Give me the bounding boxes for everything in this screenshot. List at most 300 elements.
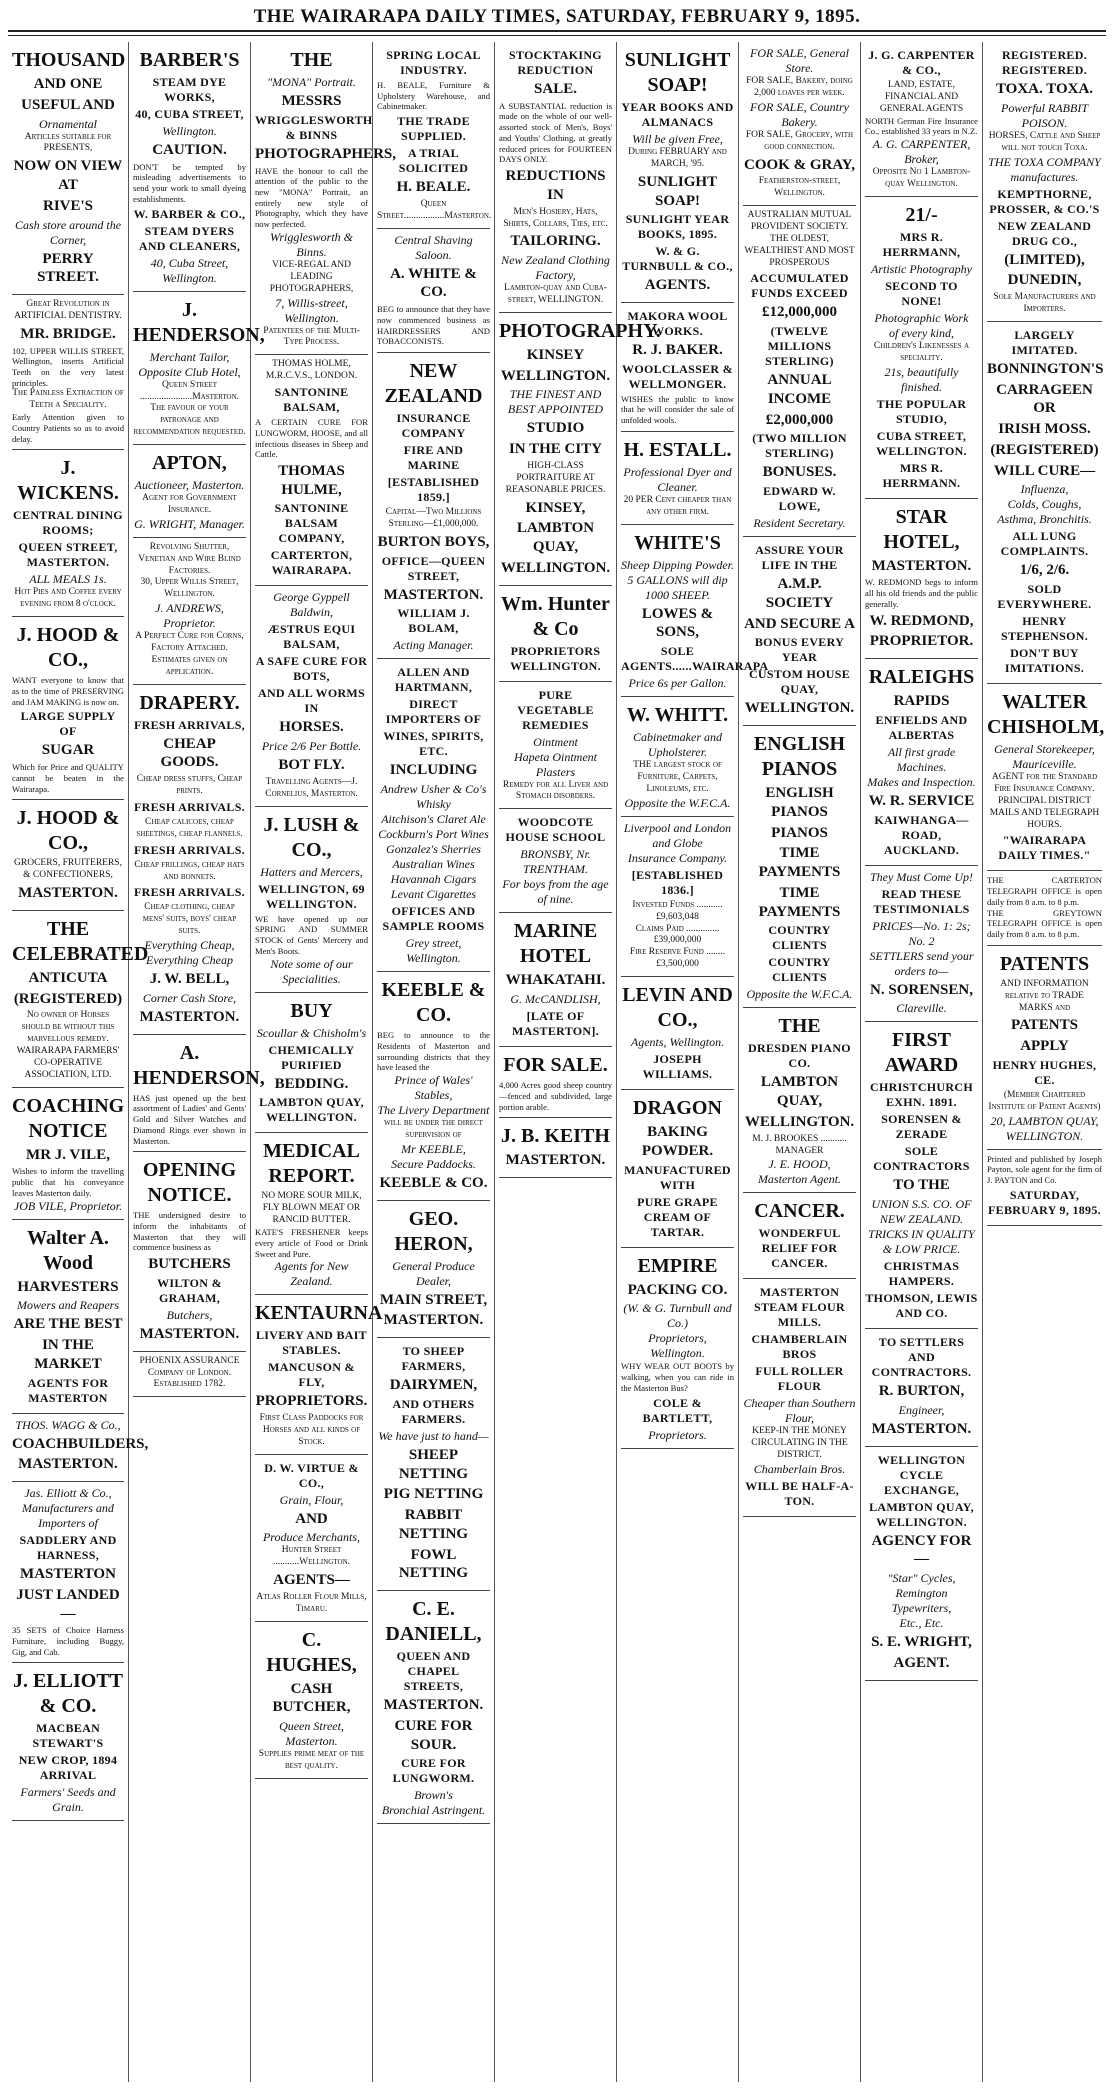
ad-line: Will be given Free, xyxy=(632,132,723,146)
ad-line: THE FINEST AND BEST APPOINTED xyxy=(507,387,604,417)
ad-line: 21/- xyxy=(905,203,938,226)
ad-line: A. HENDERSON, xyxy=(133,1041,265,1089)
ad-line: SOLD EVERYWHERE. xyxy=(997,582,1092,611)
ad-line: WALTER CHISHOLM, xyxy=(987,691,1105,738)
ad-line: ANNUAL INCOME xyxy=(767,372,832,407)
ad-line: Clareville. xyxy=(896,1001,947,1016)
advertisement xyxy=(499,809,612,913)
ad-line: Jas. Elliott & Co., xyxy=(24,1486,112,1500)
ad-line: COUNTRY CLIENTS xyxy=(768,923,831,953)
advertisement xyxy=(377,353,490,659)
advertisement xyxy=(12,1414,149,1483)
ad-line: INCLUDING xyxy=(389,762,478,779)
ad-line: We have just to hand— xyxy=(378,1428,489,1443)
advertisement xyxy=(377,1201,490,1339)
ad-line: Mauriceville. xyxy=(1012,757,1077,771)
ad-line: A TRIAL SOLICITED xyxy=(398,146,469,176)
ad-line: Butchers, xyxy=(166,1307,213,1322)
ad-line: CHRISTMAS HAMPERS. xyxy=(883,1259,960,1289)
ad-line: APTON, xyxy=(152,452,227,475)
ad-line: WHY WEAR OUT BOOTS by walking, when you can ride in the Masterton Bus? xyxy=(621,1361,734,1393)
ad-line: LEVIN AND CO., xyxy=(622,984,733,1032)
advertisement xyxy=(12,617,124,800)
ad-line: CASH BUTCHER, xyxy=(272,1680,351,1716)
ad-line: 30, Upper Willis Street, Wellington. xyxy=(140,577,239,600)
ad-line: Secure Paddocks. xyxy=(391,1156,476,1171)
ad-line: PURE GRAPE CREAM OF TARTAR. xyxy=(637,1194,718,1239)
ad-line: BRONSBY, Nr. TRENTHAM. xyxy=(520,847,591,877)
advertisement xyxy=(133,1352,246,1398)
ad-line: KEEBLE & CO. xyxy=(379,1174,488,1191)
ad-line: Mowers and Reapers xyxy=(17,1298,119,1313)
ad-line: R. BURTON, xyxy=(878,1383,965,1400)
ad-line: MR J. VILE, xyxy=(26,1146,110,1163)
advertisement xyxy=(133,42,246,292)
ad-line: Influenza, xyxy=(1020,482,1069,497)
ad-line: 40, CUBA STREET, xyxy=(135,107,244,121)
ad-line: "WAIRARAPA DAILY TIMES." xyxy=(998,833,1091,863)
ad-line: KEMPTHORNE, PROSSER, & CO.'S xyxy=(989,186,1100,216)
ad-line: BUTCHERS xyxy=(148,1256,231,1273)
ad-line: Ornamental xyxy=(39,116,97,131)
ad-line: VICE-REGAL AND LEADING PHOTOGRAPHERS, xyxy=(269,259,354,294)
ad-line: JUST LANDED— xyxy=(16,1586,120,1622)
advertisement xyxy=(499,1118,612,1178)
ad-line: Prince of Wales' Stables, xyxy=(394,1073,473,1103)
advertisement xyxy=(499,682,612,810)
ad-line: TO THE xyxy=(893,1177,950,1194)
ad-line: Scoullar & Chisholm's xyxy=(256,1025,367,1040)
advertisement xyxy=(743,1279,856,1517)
ad-line: Insurance Company. xyxy=(627,850,728,865)
advertisement xyxy=(255,993,368,1134)
advertisement xyxy=(377,229,490,353)
ad-line: WRIGGLESWORTH & BINNS xyxy=(255,112,373,142)
ad-line: BOT FLY. xyxy=(278,757,345,774)
ad-line: PROPRIETORS. xyxy=(255,1393,368,1410)
advertisement xyxy=(377,1338,490,1591)
ad-line: READ THESE TESTIMONIALS xyxy=(873,886,970,916)
ad-line: NEW ZEALAND xyxy=(384,360,483,408)
ad-line: During FEBRUARY and MARCH, '95. xyxy=(628,147,727,169)
ad-line: New Zealand Clothing Factory, xyxy=(501,253,610,283)
ad-line: MASTERTON. xyxy=(383,1312,484,1329)
ad-line: Engineer, xyxy=(898,1402,945,1417)
ad-line: SORENSEN & ZERADE xyxy=(881,1112,962,1142)
ad-line: ENGLISH PIANOS xyxy=(765,785,834,820)
ad-line: COUNTRY CLIENTS xyxy=(768,955,831,985)
ad-line: CUBA STREET, WELLINGTON. xyxy=(876,428,967,458)
advertisement xyxy=(12,1088,124,1220)
ad-line: J. ELLIOTT & CO. xyxy=(12,1670,124,1718)
ad-line: THOS. WAGG & Co., xyxy=(15,1417,121,1432)
ad-line: J. HOOD & CO., xyxy=(16,624,120,672)
ad-line: WELLINGTON. xyxy=(500,367,611,384)
ad-line: AND ONE xyxy=(33,76,103,92)
ad-line: Queen Street.................Masterton. xyxy=(377,198,492,221)
ad-line: ACCUMULATED FUNDS EXCEED xyxy=(750,271,849,301)
advertisement xyxy=(377,972,490,1200)
ad-line: FRESH ARRIVALS. xyxy=(134,799,245,814)
advertisement xyxy=(255,355,368,586)
ad-line: PRINCIPAL DISTRICT MAILS AND TELEGRAPH HOURS. xyxy=(989,795,1100,830)
ad-line: AGENTS— xyxy=(273,1572,350,1589)
ad-line: Travelling Agents—J. Cornelius, Masterton. xyxy=(265,776,358,799)
ad-line: FRESH ARRIVALS, xyxy=(134,717,245,732)
ad-line: Price 6s per Gallon. xyxy=(628,676,727,691)
masthead-rule-thin xyxy=(8,35,1106,36)
ad-line: 4,000 Acres good sheep country—fenced and subdivided, large portion arable. xyxy=(499,1080,612,1112)
ad-line: BARBER'S xyxy=(139,49,240,71)
ad-line: APPLY xyxy=(1020,1038,1069,1055)
ad-line: Andrew Usher & Co's Whisky xyxy=(380,782,487,812)
ad-line: Fire Reserve Fund ........ £3,500,000 xyxy=(629,947,726,970)
ad-line: AND OTHERS FARMERS. xyxy=(392,1396,475,1426)
ad-line: W. WHITT. xyxy=(626,704,729,727)
ad-line: WE have opened up our SPRING AND SUMMER STOCK of Gents' Mercery and Men's Boots. xyxy=(255,913,368,956)
ad-line: Patentees of the Multi-Type Process. xyxy=(263,325,360,348)
ad-line: All first grade Machines. xyxy=(887,744,956,774)
ad-line: J. HENDERSON, xyxy=(133,298,265,346)
ad-line: Cheap dress stuffs, Cheap prints. xyxy=(136,774,243,797)
ad-line: COACHING NOTICE xyxy=(12,1094,125,1142)
ad-line: MR. BRIDGE. xyxy=(20,325,116,342)
ad-line: Price 2/6 Per Bottle. xyxy=(261,739,362,754)
ad-line: SALE. xyxy=(534,81,577,97)
advertisement xyxy=(743,42,856,206)
ad-line: THOMAS HOLME, M.R.C.V.S., LONDON. xyxy=(265,359,358,382)
advertisement xyxy=(865,1329,978,1447)
advertisement xyxy=(987,946,1102,1150)
ad-line: Claims Paid .............. £39,000,000 xyxy=(635,923,720,946)
advertisement xyxy=(621,1248,734,1449)
ad-line: J. B. KEITH xyxy=(501,1125,610,1148)
ad-line: BONUS EVERY YEAR xyxy=(754,635,845,665)
ad-line: FIRE AND MARINE xyxy=(403,443,464,473)
ad-line: Articles suitable for PRESENTS, xyxy=(24,131,112,154)
column-4 xyxy=(373,42,495,2082)
ad-line: of every kind, xyxy=(889,325,954,340)
ad-line: Havannah Cigars xyxy=(390,872,477,887)
ad-line: 20 PER Cent cheaper than any other firm. xyxy=(623,494,732,517)
ad-line: (Member Chartered Institute of Patent Agents) xyxy=(988,1089,1101,1112)
ad-line: W. & G. TURNBULL & CO., xyxy=(622,244,733,274)
ad-line: RIVE'S xyxy=(42,197,94,214)
column-6 xyxy=(617,42,769,2082)
advertisement xyxy=(987,322,1102,684)
ad-line: SOLE CONTRACTORS xyxy=(873,1144,970,1174)
advertisement xyxy=(499,42,612,313)
ad-line: J. E. HOOD, Masterton Agent. xyxy=(757,1157,842,1187)
ad-line: HENRY STEPHENSON. xyxy=(1001,614,1088,643)
ad-line: EDWARD W. LOWE, xyxy=(763,484,836,514)
ad-line: LAMBTON QUAY, xyxy=(516,520,595,556)
ad-line: DRAGON xyxy=(633,1097,722,1120)
ad-line: WELLINGTON, 69 WELLINGTON. xyxy=(258,881,365,911)
ad-line: LAND, ESTATE, FINANCIAL AND GENERAL AGENTS xyxy=(879,80,964,114)
ad-line: Levant Cigarettes xyxy=(390,887,477,902)
ad-line: DAIRYMEN, xyxy=(389,1377,478,1394)
ad-line: AND INFORMATION relative to TRADE MARKS and xyxy=(1000,978,1089,1013)
ad-line: A Perfect Cure for Corns, Factory Attached. xyxy=(135,631,244,654)
ad-line: YEAR BOOKS AND ALMANACS xyxy=(621,100,734,129)
ad-line: Bronchial Astringent. xyxy=(381,1803,486,1818)
ad-line: A.M.P. SOCIETY xyxy=(765,576,834,611)
ad-line: MACBEAN STEWART'S xyxy=(32,1721,104,1751)
ad-line: SANTONINE BALSAM, xyxy=(274,385,349,415)
advertisement xyxy=(865,499,978,659)
ad-line: WILL CURE— xyxy=(993,462,1096,479)
ad-line: [ESTABLISHED 1836.] xyxy=(631,867,724,897)
ad-line: LARGELY IMITATED. xyxy=(1011,327,1078,357)
ad-line: 40, Cuba Street, Wellington. xyxy=(150,255,229,285)
ad-line: (LIMITED), xyxy=(1004,251,1085,268)
ad-line: ÆSTRUS EQUI BALSAM, xyxy=(267,622,356,652)
ad-line: Agent for Government Insurance. xyxy=(142,493,237,515)
ad-line: NOW ON VIEW AT xyxy=(13,158,123,193)
ad-line: AGENTS. xyxy=(644,277,711,294)
ad-line: PROPRIETOR. xyxy=(869,633,974,650)
ad-line: DON'T be tempted by misleading advertisements to send your work to small dyeing establishments. xyxy=(133,161,246,204)
ad-line: KATE'S FRESHENER keeps every article of Food or Drink Sweet and Pure. xyxy=(255,1227,368,1259)
ad-line: Opposite Club Hotel, xyxy=(138,364,241,379)
ad-line: PATENTS xyxy=(999,952,1090,975)
ad-line: S. E. WRIGHT, xyxy=(871,1634,972,1651)
ad-line: THE CELEBRATED xyxy=(12,917,149,965)
advertisement xyxy=(621,1090,734,1248)
ad-line: KENTAURNA xyxy=(255,1302,383,1325)
column-2 xyxy=(129,42,265,2082)
ad-line: Atlas Roller Flour Mills, Timaru. xyxy=(256,1591,367,1614)
ad-line: HAS just opened up the best assortment of Ladies' and Gents' Gold and Silver Watches and Diamond Rings ever shown in Masterton. xyxy=(133,1092,246,1146)
ad-line: Hot Pies and Coffee every evening from 8 o'clock. xyxy=(14,587,122,610)
ad-line: Wm. Hunter & Co xyxy=(501,592,610,640)
masthead xyxy=(0,0,1114,30)
column-5 xyxy=(495,42,661,2082)
ad-line: BUY xyxy=(290,999,333,1022)
ad-line: WHITE'S xyxy=(634,531,721,554)
ad-line: Cheap clothing, cheap mens' suits, boys' cheap suits. xyxy=(142,902,237,937)
ad-line: STUDIO xyxy=(526,420,585,437)
advertisement xyxy=(865,1447,978,1681)
ad-line: CHEMICALLY PURIFIED xyxy=(268,1042,355,1072)
advertisement xyxy=(12,911,149,1088)
ad-line: BEDDING. xyxy=(274,1075,349,1092)
advertisement xyxy=(499,1047,612,1118)
ad-line: Hunter Street ...........Wellington. xyxy=(273,1545,350,1568)
ad-line: THE xyxy=(778,1015,821,1038)
advertisement xyxy=(743,537,856,726)
ad-line: 21s, beautifully finished. xyxy=(884,364,959,394)
ad-line: Invested Funds ........... £9,603,048 xyxy=(632,899,723,922)
advertisement xyxy=(255,1133,368,1295)
ad-line: 102, UPPER WILLIS STREET, Wellington, inserts Artificial Teeth on the very latest principles. xyxy=(12,345,124,388)
ad-line: PRICES—No. 1: 2s; No. 2 xyxy=(872,918,971,948)
ad-line: Asthma, Bronchitis. xyxy=(997,512,1092,527)
ad-line: LARGE SUPPLY OF xyxy=(20,709,116,739)
ad-line: FRESH ARRIVALS. xyxy=(134,885,245,900)
ad-line: (TWO MILLION STERLING) xyxy=(752,431,847,461)
ad-line: Lambton-quay and Cuba-street, WELLINGTON. xyxy=(504,283,607,306)
advertisement xyxy=(12,1663,124,1821)
ad-line: Grain, Flour, xyxy=(279,1492,344,1507)
ad-line: Grey street, Wellington. xyxy=(405,936,462,966)
ad-line: M. J. BROOKES ........... MANAGER xyxy=(752,1133,847,1156)
ad-line: WILTON & GRAHAM, xyxy=(157,1275,222,1305)
ad-line: TIME PAYMENTS xyxy=(758,884,841,920)
ad-line: ANTICUTA xyxy=(28,969,108,986)
advertisement xyxy=(621,977,734,1090)
ad-line: DON'T BUY IMITATIONS. xyxy=(1004,646,1085,675)
ad-line: MAKORA WOOL WORKS. xyxy=(627,309,728,338)
ad-line: A SAFE CURE FOR BOTS, xyxy=(255,654,368,684)
ad-line: WELLINGTON. xyxy=(744,700,855,717)
ad-line: IN THE CITY xyxy=(508,441,603,458)
ad-line: AND ALL WORMS IN xyxy=(257,686,366,716)
ad-line: HAVE the honour to call the attention of the public to the new "MONA" Portrait, an entirely new style of Photography, which they have now perfected. xyxy=(255,165,368,230)
ad-line: SUNLIGHT SOAP! xyxy=(624,49,731,96)
ad-line: BEG to announce that they have now commenced business as HAIRDRESSERS AND TOBACCONISTS. xyxy=(377,304,490,347)
ad-line: ENFIELDS AND ALBERTAS xyxy=(875,712,968,742)
ad-line: (REGISTERED) xyxy=(13,990,123,1007)
ad-line: Merchant Tailor, xyxy=(149,349,230,364)
ad-line: THE largest stock of Furniture, Carpets, Linoleums, etc. xyxy=(633,760,722,794)
ad-line: LAMBTON QUAY, xyxy=(760,1074,839,1110)
ad-line: CURE FOR LUNGWORM. xyxy=(392,1756,475,1786)
ad-line: Which for Price and QUALITY cannot be beaten in the Wairarapa. xyxy=(12,762,124,794)
ad-line: MESSRS xyxy=(281,93,342,109)
ad-line: MANCUSON & FLY, xyxy=(268,1360,355,1390)
ad-line: STEAM DYE WORKS, xyxy=(152,75,227,104)
ad-line: SHEEP NETTING xyxy=(398,1446,469,1482)
ad-line: Chamberlain Bros. xyxy=(753,1462,846,1476)
ad-line: BEG to announce to the Residents of Masterton and surrounding districts that they have leased the xyxy=(377,1030,490,1073)
advertisement xyxy=(865,866,978,1023)
ad-line: Photographic Work xyxy=(874,310,969,325)
ad-line: MASTERTON. xyxy=(18,885,118,902)
ad-line: FOR SALE, Country Bakery. xyxy=(750,99,849,129)
ad-line: AUSTRALIAN MUTUAL PROVIDENT SOCIETY. xyxy=(747,210,852,232)
ad-line: R. J. BAKER. xyxy=(632,342,723,358)
ad-line: PIANOS xyxy=(771,824,828,841)
ad-line: Professional Dyer and Cleaner. xyxy=(623,464,732,494)
ad-line: KEEBLE & CO. xyxy=(381,979,486,1027)
ad-line: MASTERTON xyxy=(20,1566,116,1582)
ad-line: HENRY HUGHES, CE. xyxy=(992,1057,1097,1087)
ad-line: The Livery Department xyxy=(377,1103,490,1118)
ad-line: MASTERTON. xyxy=(139,1325,240,1342)
ad-line: WONDERFUL RELIEF FOR CANCER. xyxy=(758,1226,841,1271)
ad-line: SANTONINE BALSAM COMPANY, xyxy=(274,501,349,546)
ad-line: SETTLERS send your orders to— xyxy=(869,948,974,978)
ad-line: Agents, Wellington. xyxy=(630,1035,725,1050)
ad-line: Cash store around the Corner, xyxy=(14,217,122,247)
ad-line: 20, LAMBTON QUAY, WELLINGTON. xyxy=(990,1113,1099,1143)
ad-line: THOMSON, LEWIS AND CO. xyxy=(865,1291,978,1321)
ad-line: AGENTS FOR MASTERTON xyxy=(27,1375,109,1405)
ad-line: G. McCANDLISH, xyxy=(510,992,601,1007)
ad-line: QUEEN STREET, MASTERTON. xyxy=(18,540,118,570)
ad-line: Artistic Photography xyxy=(871,261,972,276)
ad-line: Wellington. xyxy=(162,124,217,138)
ad-line: Mr KEEBLE, xyxy=(401,1141,466,1156)
advertisement xyxy=(12,1220,124,1414)
advertisement xyxy=(255,1295,383,1454)
ad-line: CHRISTCHURCH EXHN. 1891. xyxy=(870,1080,973,1110)
column-3 xyxy=(251,42,396,2082)
ad-line: LAMBTON QUAY, WELLINGTON. xyxy=(259,1095,364,1125)
advertisement xyxy=(255,807,368,993)
advertisement xyxy=(621,697,734,817)
newspaper-title: THE WAIRARAPA DAILY TIMES, SATURDAY, FEBRUARY 9, 1895. xyxy=(253,6,861,27)
ad-line: PERRY STREET. xyxy=(37,250,99,286)
advertisement xyxy=(377,42,490,229)
advertisement xyxy=(133,685,246,1035)
ad-line: LAMBTON QUAY, WELLINGTON. xyxy=(869,1499,974,1529)
ad-line: GEO. HERON, xyxy=(394,1207,473,1255)
ad-line: MASTERTON. xyxy=(383,586,484,603)
column-8 xyxy=(861,42,983,2082)
ad-line: ENGLISH PIANOS xyxy=(753,733,846,781)
advertisement xyxy=(621,42,734,303)
ad-line: Sheep Dipping Powder. xyxy=(621,557,734,572)
ad-line: Australian Wines xyxy=(392,857,475,872)
ad-line: Brown's xyxy=(414,1788,453,1803)
ad-line: WISHES the public to know that he will consider the sale of unfolded wools. xyxy=(621,393,734,426)
ad-line: Opposite No 1 Lambton-quay Wellington. xyxy=(872,167,971,189)
ad-line: AND xyxy=(295,1510,328,1527)
ad-line: MASTERTON. xyxy=(505,1152,606,1169)
ad-line: Colds, Coughs, xyxy=(1007,497,1082,512)
ad-line: Gonzalez's Sherries xyxy=(386,842,481,857)
ad-line: £2,000,000 xyxy=(765,411,834,428)
ad-line: MAIN STREET, xyxy=(379,1291,488,1308)
advertisement xyxy=(499,913,612,1047)
ad-line: [LATE OF MASTERTON]. xyxy=(511,1009,599,1039)
ad-line: NEW CROP, 1894 ARRIVAL xyxy=(18,1753,118,1783)
advertisement-columns xyxy=(8,42,1106,2082)
ad-line: [ESTABLISHED 1859.] xyxy=(387,475,480,505)
ad-line: J. W. BELL, xyxy=(149,971,230,988)
ad-line: EMPIRE xyxy=(637,1254,718,1277)
ad-line: Estimates given on application. xyxy=(151,654,228,677)
ad-line: J. WICKENS. xyxy=(17,457,119,505)
ad-line: Powerful RABBIT POISON. xyxy=(1001,100,1088,130)
ad-line: Revolving Shutter, Venetian and Wire Blind Factories. xyxy=(138,541,241,576)
advertisement xyxy=(133,445,246,538)
advertisement xyxy=(133,1035,265,1153)
ad-line: WINES, SPIRITS, ETC. xyxy=(383,729,484,759)
ad-line: CAUTION. xyxy=(152,142,227,158)
ad-line: COOK & GRAY, xyxy=(744,156,855,173)
ad-line: Wrigglesworth & Binns. xyxy=(269,229,353,259)
ad-line: WELLINGTON CYCLE EXCHANGE, xyxy=(877,1452,966,1497)
ad-line: USEFUL AND xyxy=(21,96,115,113)
advertisement xyxy=(621,817,734,977)
ad-line: REDUCTIONS IN xyxy=(505,168,606,203)
ad-line: WAIRARAPA FARMERS' CO-OPERATIVE ASSOCIATION, LTD. xyxy=(16,1045,120,1080)
ad-line: TIME PAYMENTS xyxy=(758,845,841,881)
ad-line: 7, Willis-street, Wellington. xyxy=(275,295,348,325)
ad-line: SADDLERY AND HARNESS, xyxy=(19,1533,117,1562)
ad-line: CANCER. xyxy=(754,1200,845,1223)
ad-line: ARE THE BEST xyxy=(13,1316,123,1333)
advertisement xyxy=(12,800,124,911)
ad-line: The Painless Extraction of Teeth a Speciality. xyxy=(12,388,124,411)
ad-line: THE GREYTOWN TELEGRAPH OFFICE is open daily from 8 a.m. to 8 p.m. xyxy=(987,907,1102,940)
ad-line: THE OLDEST, WEALTHIEST AND MOST PROSPEROUS xyxy=(744,233,855,268)
ad-line: THE POPULAR STUDIO, xyxy=(876,396,967,426)
